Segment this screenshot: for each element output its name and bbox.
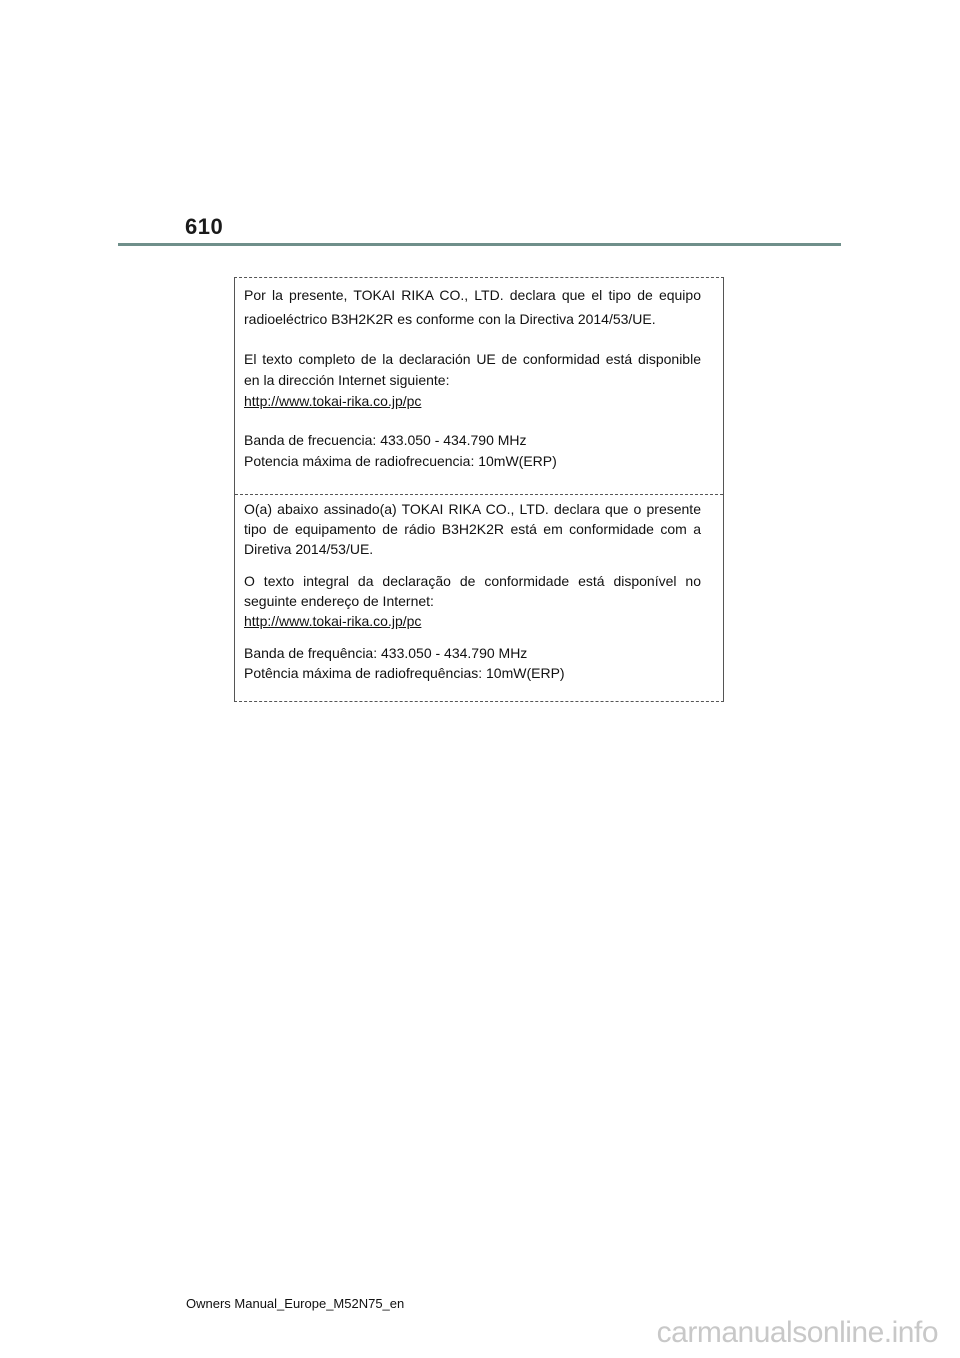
footer-manual-id: Owners Manual_Europe_M52N75_en (186, 1296, 405, 1311)
declaration-box (234, 277, 724, 702)
spanish-availability-statement: El texto completo de la declaración UE de conformidad está disponible en la dirección Internet siguiente: (244, 351, 701, 388)
spanish-frequency-band: Banda de frecuencia: 433.050 - 434.790 MHz (244, 432, 527, 448)
portuguese-declaration (244, 499, 701, 683)
spanish-conformity-statement: Por la presente, TOKAI RIKA CO., LTD. declara que el tipo de equipo radioeléctrico B3H2K2R es conforme con la Directiva 2014/53/UE. (244, 287, 701, 327)
portuguese-max-power: Potência máxima de radiofrequências: 10mW(ERP) (244, 665, 565, 681)
spanish-declaration-link[interactable]: http://www.tokai-rika.co.jp/pc (244, 393, 422, 409)
spanish-max-power: Potencia máxima de radiofrecuencia: 10mW(ERP) (244, 453, 557, 469)
page-number: 610 (185, 214, 224, 239)
language-divider (235, 494, 723, 495)
portuguese-availability-statement: O texto integral da declaração de conformidade está disponível no seguinte endereço de Internet: (244, 573, 701, 609)
portuguese-declaration-link[interactable]: http://www.tokai-rika.co.jp/pc (244, 613, 422, 629)
watermark: carmanualsonline.info (656, 1316, 938, 1349)
header-rule (118, 243, 841, 246)
portuguese-frequency-band: Banda de frequência: 433.050 - 434.790 MHz (244, 645, 528, 661)
portuguese-conformity-statement: O(a) abaixo assinado(a) TOKAI RIKA CO., LTD. declara que o presente tipo de equipamento de rádio B3H2K2R está em conformidade com a Diretiva 2014/53/UE. (244, 501, 701, 557)
spanish-declaration (244, 283, 701, 472)
